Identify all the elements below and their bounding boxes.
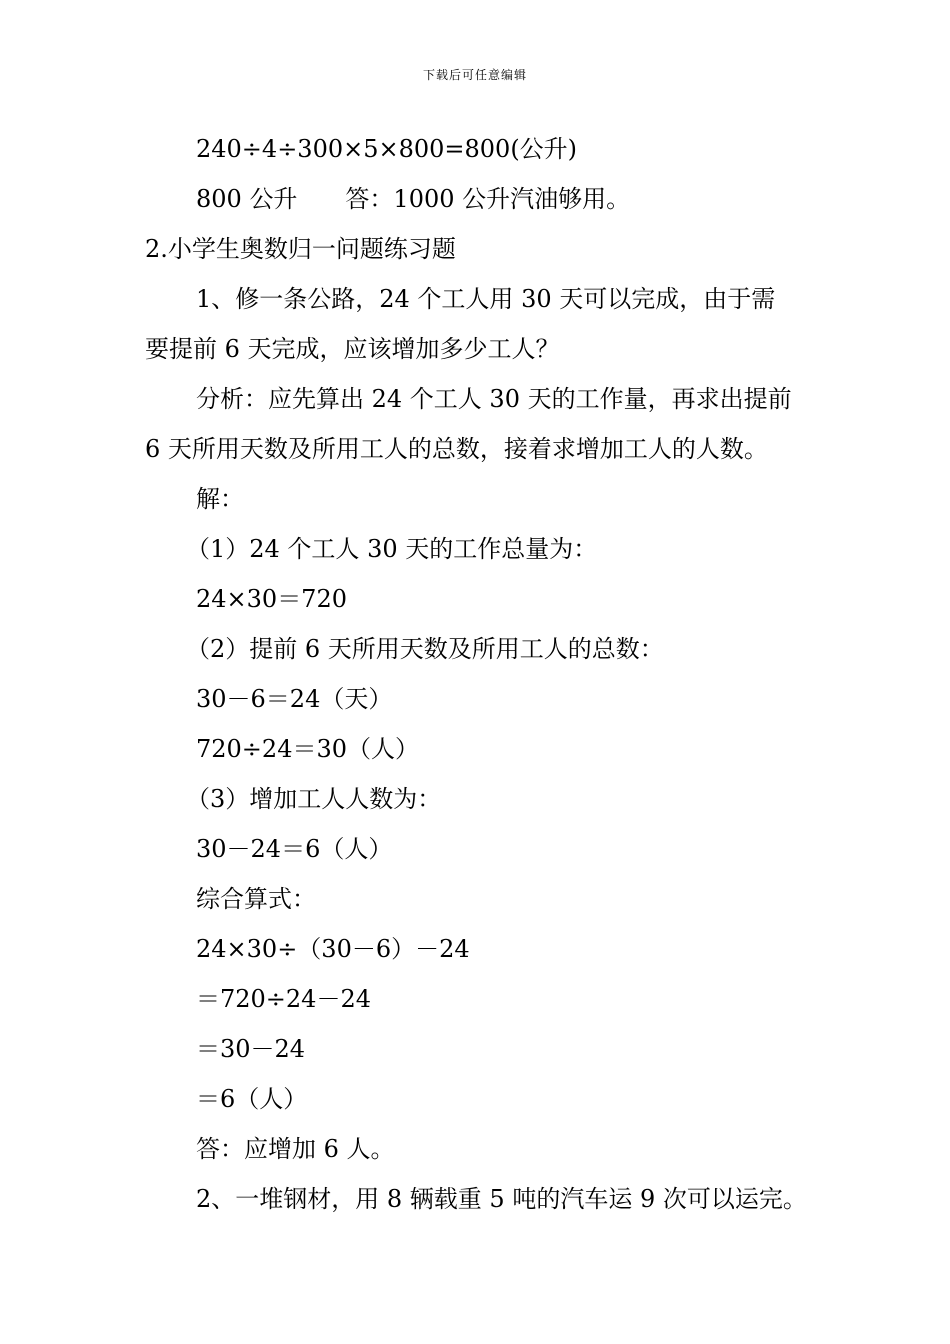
step-label: （1）24 个工人 30 天的工作总量为：	[186, 535, 598, 563]
answer-line: 答：应增加 6 人。	[196, 1135, 395, 1163]
problem-text: 要提前 6 天完成，应该增加多少工人？	[145, 335, 560, 363]
equation-line: 30－6＝24（天）	[196, 685, 393, 713]
equation-line: 30－24＝6（人）	[196, 835, 393, 863]
equation-line: ＝720÷24－24	[196, 985, 371, 1013]
step-label: （3）增加工人人数为：	[186, 785, 442, 813]
equation-line: ＝30－24	[196, 1035, 306, 1063]
equation-line: ＝6（人）	[196, 1085, 308, 1113]
step-label: （2）提前 6 天所用天数及所用工人的总数：	[186, 635, 664, 663]
equation-line: 240÷4÷300×5×800=800(公升)	[196, 135, 578, 163]
analysis-text: 分析：应先算出 24 个工人 30 天的工作量，再求出提前	[196, 385, 792, 413]
combined-formula-label: 综合算式：	[196, 885, 316, 913]
problem-text: 2、一堆钢材，用 8 辆载重 5 吨的汽车运 9 次可以运完。	[196, 1185, 807, 1213]
analysis-text: 6 天所用天数及所用工人的总数，接着求增加工人的人数。	[145, 435, 768, 463]
answer-line: 800 公升 答：1000 公升汽油够用。	[196, 185, 631, 213]
equation-line: 24×30÷（30－6）－24	[196, 935, 470, 963]
equation-line: 24×30＝720	[196, 585, 347, 613]
section-heading: 2.小学生奥数归一问题练习题	[145, 235, 456, 263]
problem-text: 1、修一条公路，24 个工人用 30 天可以完成，由于需	[196, 285, 776, 313]
equation-line: 720÷24＝30（人）	[196, 735, 419, 763]
page-header: 下载后可任意编辑	[422, 68, 527, 82]
solution-label: 解：	[196, 485, 244, 513]
